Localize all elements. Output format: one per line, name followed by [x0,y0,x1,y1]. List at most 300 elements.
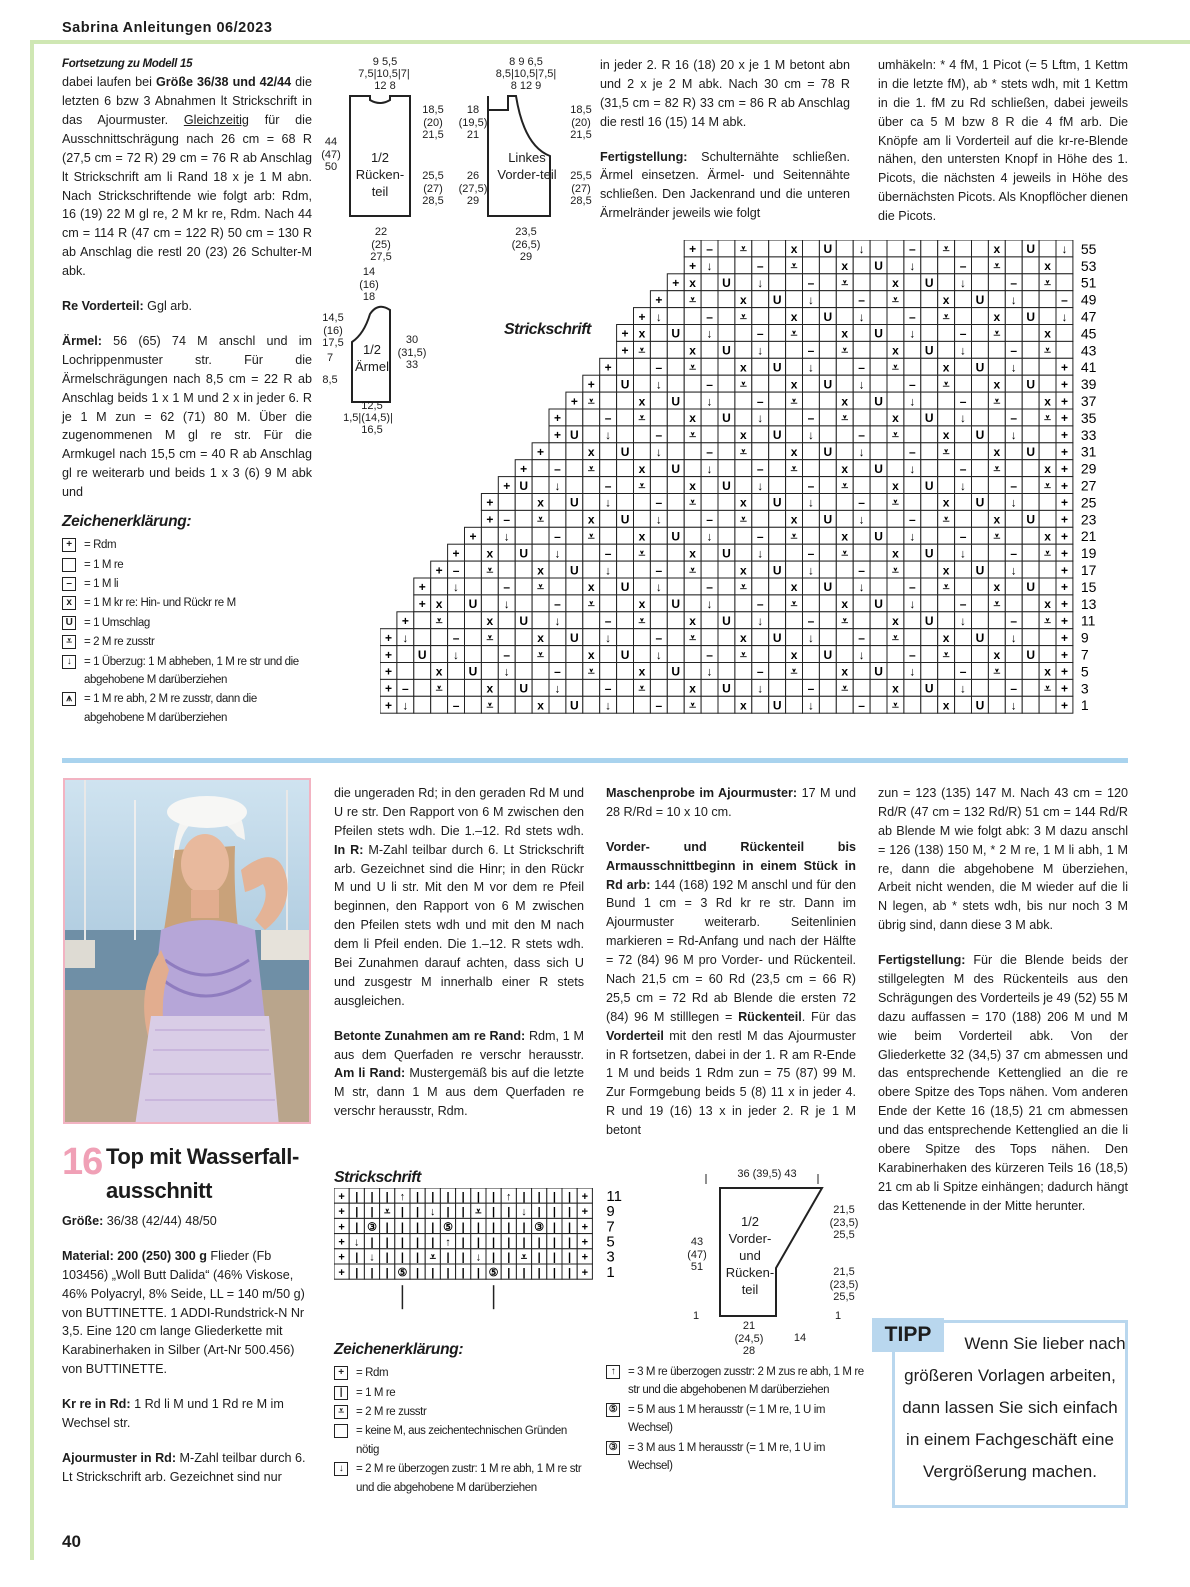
chart-cell [617,679,634,696]
chart-symbol: | [385,1221,389,1234]
chart-symbol: ↓ [909,664,916,679]
chart-symbol: | [370,1190,374,1203]
chart-symbol: – [807,411,815,426]
chart-symbol: U [671,326,681,341]
chart-symbol: U [874,664,883,679]
chart-symbol: – [807,343,815,358]
chart-symbol: ③ [367,1221,377,1234]
chart-symbol: ↓ [554,681,561,696]
paragraph [334,1027,584,1121]
bold-text: Material: 200 (250) 300 g [62,1248,207,1263]
chart-cell [819,409,836,426]
front-right-dim-1: 18,5 (20) 21,5 [570,104,592,142]
chart-cell [465,578,482,595]
chart-symbol: ⩡ [537,580,544,595]
chart-symbol: U [722,275,731,290]
chart-symbol: – [706,242,713,257]
chart-cell [921,578,938,595]
chart-symbol: ↓ [858,512,865,527]
chart-symbol: + [469,529,477,544]
chart-symbol: x [841,597,849,612]
chart-row-label: 7 [1080,646,1089,663]
chart-cell [1022,460,1039,477]
chart-symbol: ↓ [1010,495,1017,510]
chart-symbol: U [1026,647,1035,662]
chart-cell [786,274,803,291]
chart-symbol: x [689,478,696,493]
chart-cell [803,578,820,595]
chart-row-label: 29 [1080,460,1097,477]
chart-cell [684,375,701,392]
chart-cell [532,477,549,494]
chart-cell [617,696,634,713]
chart-cell [786,544,803,561]
chart-symbol: ↓ [503,529,510,544]
chart-symbol: | [507,1236,511,1249]
chart-symbol: – [706,647,713,662]
chart-symbol: ↓ [1010,630,1017,645]
chart-cell [904,291,921,308]
chart-cell [701,409,718,426]
chart-symbol: – [1061,292,1068,307]
chart-cell [684,663,701,680]
legend-text: = 2 M re zusstr [84,636,155,649]
chart-symbol: x [993,242,1001,257]
chart-symbol: x [892,681,899,696]
legend-text: = 1 M kr re: Hin- und Rückr re M [84,597,236,610]
chart-symbol: – [655,698,663,713]
chart-cell [701,679,718,696]
legend-item [62,575,312,593]
chart-cell [752,494,769,511]
chart-symbol: – [807,546,815,561]
chart-cell [938,612,955,629]
chart-symbol: U [519,681,528,696]
chart-cell [803,595,820,612]
chart-symbol: – [554,529,561,544]
chart-row-label: 41 [1080,359,1097,376]
underlined-text: Gleichzeitig [183,113,249,128]
chart-cell [498,612,515,629]
chart-symbol: x [1044,597,1051,612]
chart-cell [448,679,465,696]
chart-symbol: ⩡ [841,546,849,561]
chart-symbol: + [1060,630,1068,645]
chart-symbol: ↓ [757,343,764,358]
chart-cell [718,595,735,612]
chart-symbol: + [1060,478,1068,493]
chart-cell [718,561,735,578]
chart-cell [938,409,955,426]
chart-cell [752,696,769,713]
legend-symbol: ⑤ [606,1403,620,1417]
chart-symbol: U [620,647,630,662]
chart-symbol: U [772,428,782,443]
chart-cell [870,308,887,325]
chart-cell [988,426,1005,443]
chart-cell [617,358,634,375]
bold-text: Ärmel: [62,333,102,348]
text: 56 (65) 74 M anschl und im Lochrippenmuster str. Für die Ärmelschrägungen nach 8,5 cm = 22 R ab Anschlag beids 1 x 1 M und 2 x in jeder 6. R je 1 M zun = 62 (71) 80 M. Über die zugenommenen M gl re str. Für die Armkugel nach 15,5 cm = 40 R ab Anschlag gl re weiterarb und beids 1 x 3 (6) 9 M abk und [62,333,312,500]
chart-symbol: ↓ [858,444,865,459]
chart-symbol: + [581,1206,589,1219]
chart-symbol: x [435,597,443,612]
chart-cell [819,325,836,342]
chart-symbol: – [909,377,916,392]
chart-cell [1039,240,1056,257]
chart-symbol: – [807,613,815,628]
chart-cell [701,291,718,308]
chart-symbol: + [1060,698,1068,713]
chart-cell [617,477,634,494]
chart-symbol: U [924,546,934,561]
chart-symbol: ↓ [706,394,713,409]
chart-symbol: ↓ [757,411,764,426]
chart-symbol: + [1060,597,1068,612]
chart-symbol: x [638,461,646,476]
chart-cell [1022,612,1039,629]
chart-symbol: – [858,495,865,510]
chart-cell [735,544,752,561]
chart-symbol: U [671,664,681,679]
chart-cell [735,663,752,680]
chart-symbol: U [620,377,630,392]
chart-cell [870,274,887,291]
chart-cell [414,629,431,646]
chart-cell [836,561,853,578]
chart-cell [549,510,566,527]
chart-cell [465,696,482,713]
chart-cell [515,629,532,646]
chart-cell [904,544,921,561]
chart-symbol: x [689,613,696,628]
chart-symbol: x [841,259,849,274]
chart-symbol: x [993,377,1001,392]
chart-cell [988,477,1005,494]
chart-symbol: | [431,1190,435,1203]
chart-cell [515,494,532,511]
chart-symbol: | [416,1251,420,1264]
chart-symbol: U [468,664,478,679]
text: 36/38 (42/44) 48/50 [103,1214,217,1228]
back-right-dim-1: 18,5 (20) 21,5 [422,104,444,142]
chart-symbol: x [486,546,494,561]
chart-symbol: ⩡ [739,647,747,662]
chart-cell [634,561,651,578]
chart-symbol: – [909,309,916,324]
chart-symbol: U [772,630,782,645]
chart-symbol: – [807,478,815,493]
back-top-dim: 9 5,5 [372,56,398,68]
sleeve-left-dim-2: 7 [326,352,334,364]
chart-symbol: x [1044,259,1051,274]
chart-cell [955,375,972,392]
chart-symbol: x [841,394,849,409]
chart-cell [465,629,482,646]
chart-cell [566,595,583,612]
chart-symbol: ⩡ [942,309,950,324]
chart-cell [1022,494,1039,511]
chart-symbol: ⩡ [587,394,595,409]
chart-cell [650,460,667,477]
chart-cell [583,426,600,443]
chart-symbol: ↓ [430,1206,436,1219]
chart-cell [870,375,887,392]
legend-item [334,1460,584,1497]
chart-cell [718,646,735,663]
chart-symbol: ↓ [605,630,612,645]
chart-cell [718,510,735,527]
chart-symbol: ⩡ [520,1251,528,1264]
chart-cell [988,291,1005,308]
chart-symbol: – [706,444,713,459]
chart-cell [431,696,448,713]
legend-title: Zeichenerklärung: [62,513,192,530]
chart-symbol: ↓ [807,630,814,645]
chart-cell [887,460,904,477]
chart-symbol: ⩡ [739,444,747,459]
chart-symbol: | [492,1236,496,1249]
chart-symbol: x [790,444,798,459]
chart-cell [481,527,498,544]
chart-cell [803,527,820,544]
chart-cell [667,561,684,578]
bold-text: Größe: [62,1214,104,1228]
chart-symbol: ⩡ [993,394,1001,409]
chart-symbol: ⩡ [638,546,646,561]
chart-symbol: | [492,1221,496,1234]
chart-row-label: 3 [606,1248,615,1266]
chart-cell [819,341,836,358]
chart-cell [786,426,803,443]
legend-title: Zeichenerklärung: [334,1341,464,1358]
chart-symbol: – [554,597,561,612]
chart-symbol: U [519,613,528,628]
chart-cell [904,494,921,511]
legend-symbol: ⩡ [334,1405,348,1419]
chart-row-label: 13 [1080,595,1097,612]
chart-symbol: – [959,597,967,612]
chart-cell [819,291,836,308]
chart-cell [921,595,938,612]
chart-cell [1039,291,1056,308]
chart-cell [819,696,836,713]
bold-text: In R: [334,842,364,857]
chart-cell [583,494,600,511]
paragraph: umhäkeln: * 4 fM, 1 Picot (= 5 Lftm, 1 Kettm in die letzte fM), ab * stets wdh, mit 1 Kettm in die 1. fM zu Rd schließen, dabei jeweils über ca 5 M bzw 8 R die 4 fM arb. Die Knöpfe am li Vorderteil auf die kr-re-Blende nähen, den untersten Knopf in Höhe des 1. Picots, die nächsten 4 jeweils in Höhe des übernächsten Picots. Als Knopflöcher dienen die Picots. [878,58,1128,224]
column-4-bottom [878,784,1128,1232]
chart-symbol: | [507,1221,511,1234]
text: Schulternähte schließen. Ärmel einsetzen. Ärmel- und Seitennähte schließen. Den Jackenrand und die unteren Ärmelränder jeweils wie folgt [600,149,850,221]
chart-cell [972,646,989,663]
chart-cell [1039,443,1056,460]
sketch2-left-dim: 43 (47) 51 [687,1236,707,1274]
chart-symbol: – [1010,275,1018,290]
chart-cell [870,578,887,595]
legend-item [62,690,312,727]
chart-symbol: ⩡ [587,597,595,612]
chart-cell [870,544,887,561]
chart-symbol: – [858,292,865,307]
legend-text: = 5 M aus 1 M herausstr (= 1 M re, 1 U im Wechsel) [628,1403,826,1435]
chart-row-label: 27 [1080,477,1097,494]
chart-symbol: ↓ [757,478,764,493]
chart-cell [836,358,853,375]
paragraph [62,332,312,502]
chart-symbol: | [461,1206,465,1219]
chart-symbol: U [924,681,934,696]
legend-text: = 2 M re überzogen zustr: 1 M re abh, 1 M re str und die abgehobene M darüberziehen [356,1463,582,1494]
chart-cell [667,291,684,308]
chart-cell [769,527,786,544]
chart-symbol: x [587,647,595,662]
chart-cell [955,443,972,460]
chart-cell [718,325,735,342]
chart-row-label: 23 [1080,511,1097,528]
chart-cell [938,527,955,544]
chart-cell [617,426,634,443]
chart-symbol: – [959,394,967,409]
title-line: ausschnitt [106,1178,213,1204]
chart-symbol: ⩡ [790,326,798,341]
chart-symbol: U [924,613,934,628]
chart-symbol: U [570,698,579,713]
chart-cell [583,409,600,426]
chart-cell [972,392,989,409]
chart-cell [803,392,820,409]
chart-symbol: x [587,444,595,459]
chart-cell [465,544,482,561]
chart-symbol: | [537,1190,541,1203]
chart-symbol: U [620,580,630,595]
chart-cell [803,460,820,477]
chart-symbol: ⩡ [475,1206,482,1219]
chart-cell [634,426,651,443]
chart-symbol: U [570,428,579,443]
chart-symbol: – [604,546,612,561]
chart-cell [617,460,634,477]
chart-cell [1005,595,1022,612]
legend-text: = 1 M re [356,1386,396,1399]
chart-symbol: U [570,495,579,510]
chart-symbol: | [522,1266,526,1279]
chart-symbol: x [1044,394,1051,409]
chart-cell [921,561,938,578]
chart-cell [650,612,667,629]
front-right-dim-2: 25,5 (27) 28,5 [570,170,592,208]
chart-cell [600,646,617,663]
model-photo-illustration [65,780,311,1124]
chart-cell [414,679,431,696]
chart-cell [870,477,887,494]
chart-cell [769,375,786,392]
text: für die Ausschnittschrägung nach 26 cm = 68 R (27,5 cm = 72 R) 29 cm = 76 R ab Anschlag lt Strickschrift am li Rand 18 x je 1 M abn. Nach Strickschriftende wie folgt arb: Rdm, 16 (19) 22 M gl re, 2 M kr re, Rdm. Nach 44 cm = 114 R (47 cm = 122 R) 50 cm = 130 R ab Anschlag die restl 20 (23) 26 Schulter-M abk. [62,113,312,279]
chart-symbol: x [942,292,950,307]
chart-symbol: ⩡ [689,630,697,645]
chart-symbol: U [1026,309,1035,324]
chart-symbol: ↓ [858,309,865,324]
chart-symbol: ⩡ [638,613,646,628]
chart-symbol: x [587,580,595,595]
chart-cell [887,308,904,325]
chart-symbol: – [655,495,663,510]
chart-cell [819,274,836,291]
chart-cell [1022,274,1039,291]
chart-symbol: ⩡ [1044,546,1051,561]
chart-cell [650,663,667,680]
chart-symbol: U [823,512,833,527]
chart-cell [803,646,820,663]
chart-symbol: U [823,242,833,257]
chart-symbol: + [1060,377,1068,392]
paragraph [62,73,312,281]
chart-symbol: + [581,1190,589,1203]
chart-cell [938,544,955,561]
chart-cell [972,663,989,680]
model-number: 16 [62,1141,103,1183]
chart-cell [853,274,870,291]
chart-row-label: 49 [1080,291,1097,308]
front-label: Linkes Vorder-teil [497,150,557,182]
chart-cell [650,392,667,409]
chart-symbol: ⩡ [942,512,950,527]
chart-cell [650,409,667,426]
chart-cell [819,679,836,696]
chart-cell [752,358,769,375]
chart-cell [803,510,820,527]
chart-symbol: ⩡ [739,580,747,595]
chart-symbol: – [503,647,511,662]
chart-symbol: ⩡ [841,613,849,628]
chart-symbol: x [790,647,798,662]
tip-label: TIPP [872,1318,944,1352]
sleeve-bottom-dim-2: 1,5|(14,5)| [343,412,393,424]
paragraph: zun = 123 (135) 147 M. Nach 43 cm = 120 Rd/R (47 cm = 132 Rd/R) 51 cm = 144 Rd/R ab Blende M wie folgt abk: 3 M dazu anschl = 126 (138) 150 M, * 2 M re, 1 M li abh, 1 M re, dann die abgehobene M überziehen, Arbeit nicht wenden, die M wieder auf die li N legen, ab * stets wdh, bis nur noch 3 M übrig sind, dann diese 3 M abk. [878,786,1128,933]
chart-cell [667,375,684,392]
chart-cell [431,629,448,646]
chart-cell [803,308,820,325]
chart-cell [752,629,769,646]
chart-cell [836,375,853,392]
chart-symbol: ↓ [757,681,764,696]
chart-symbol: ↓ [960,613,967,628]
chart-symbol: x [892,546,899,561]
text: die ungeraden Rd; in den geraden Rd M und U re str. Den Rapport von 6 M zwischen den Pfeilen stets wdh. Die 1.–12. Rd stets wdh. [334,786,584,838]
chart-symbol: – [756,326,764,341]
chart-symbol: – [959,461,967,476]
chart-symbol: + [638,309,646,324]
chart-symbol: ⩡ [993,259,1001,274]
ajour-info [62,1449,312,1487]
chart-symbol: U [874,259,883,274]
chart-symbol: U [823,377,833,392]
chart-symbol: | [552,1251,556,1264]
chart-symbol: ⩡ [892,360,899,375]
front-top-dim-3: 8 12 9 [510,80,542,92]
chart-cell [972,510,989,527]
chart-symbol: – [1010,411,1018,426]
chart-cell [921,443,938,460]
chart-symbol: | [492,1190,496,1203]
legend-symbol: ⩡ [62,635,76,649]
chart-symbol: | [446,1190,450,1203]
chart-symbol: ↓ [1010,698,1017,713]
chart-symbol: x [537,563,544,578]
chart-cell [549,494,566,511]
chart-cell [481,595,498,612]
chart-cell [1005,375,1022,392]
chart-symbol: | [370,1206,374,1219]
